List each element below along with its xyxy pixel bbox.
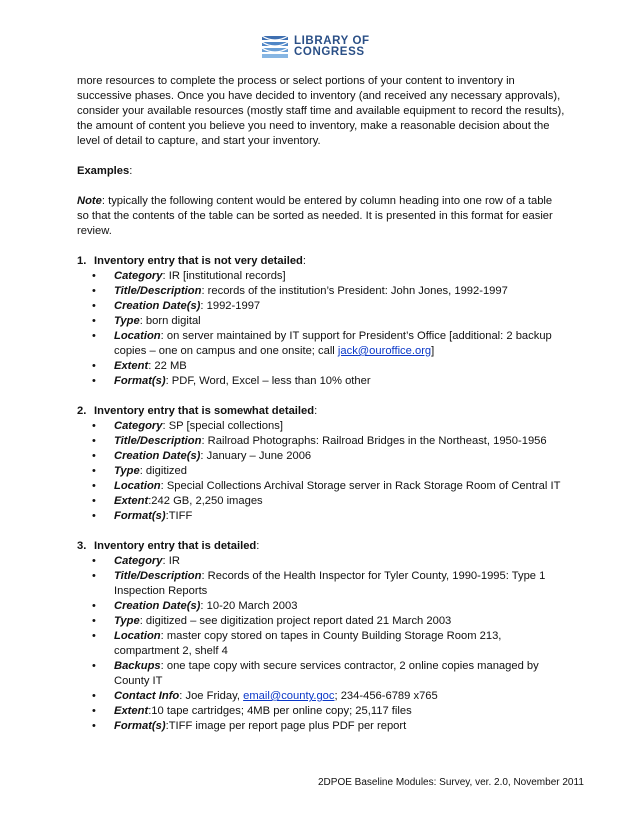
- item-label: Title/Description: [114, 435, 202, 447]
- list-item: [77, 599, 567, 614]
- section-title: Inventory entry that is somewhat detailed: [94, 405, 315, 417]
- item-text: : one tape copy with secure services contractor, 2 online copies managed by County IT: [114, 660, 539, 687]
- item-label: Extent: [114, 360, 149, 372]
- list-item: [77, 374, 567, 389]
- section-items: [77, 419, 567, 524]
- list-item: [77, 494, 567, 509]
- item-text: : master copy stored on tapes in County Building Storage Room 213, compartment 2, shelf 4: [114, 630, 502, 657]
- item-label: Type: [114, 465, 140, 477]
- item-label: Format(s): [114, 510, 166, 522]
- item-label: Extent: [114, 705, 149, 717]
- library-of-congress-logo: [262, 34, 370, 60]
- item-text: : 10-20 March 2003: [200, 600, 298, 612]
- section-1: [77, 254, 567, 404]
- inventory-examples-list: [77, 254, 567, 734]
- item-label: Type: [114, 615, 140, 627]
- item-text: : on server maintained by IT support for President’s Office [additional: 2 backup copies – one on campus and one onsite; call: [114, 330, 552, 357]
- item-text: : PDF, Word, Excel – less than 10% other: [165, 375, 371, 387]
- item-text: : SP [special collections]: [162, 420, 283, 432]
- item-text: : Special Collections Archival Storage server in Rack Storage Room of Central IT: [160, 480, 561, 492]
- list-item: [77, 449, 567, 464]
- list-item: [77, 434, 567, 449]
- list-item: [77, 314, 567, 329]
- item-label: Extent: [114, 495, 149, 507]
- examples-heading: Examples:: [77, 165, 133, 177]
- item-text: : records of the institution’s President: John Jones, 1992-1997: [201, 285, 508, 297]
- page-footer: 2DPOE Baseline Modules: Survey, ver. 2.0, November 2011: [318, 777, 584, 788]
- item-label: Title/Description: [114, 570, 202, 582]
- item-text: :TIFF image per report page plus PDF per report: [165, 720, 407, 732]
- list-item: [77, 269, 567, 284]
- item-text: : Railroad Photographs: Railroad Bridges in the Northeast, 1950-1956: [201, 435, 547, 447]
- note-paragraph: [77, 194, 567, 239]
- list-item: [77, 689, 567, 704]
- list-item: [77, 419, 567, 434]
- item-label: Location: [114, 630, 161, 642]
- list-item: [77, 509, 567, 524]
- item-label: Category: [114, 270, 163, 282]
- list-item: [77, 659, 567, 689]
- list-item: [77, 329, 567, 359]
- item-text: : digitized: [139, 465, 187, 477]
- section-heading: 3. Inventory entry that is detailed:: [77, 540, 260, 552]
- section-3: [77, 539, 567, 734]
- document-body: [77, 74, 567, 734]
- list-item: [77, 719, 567, 734]
- section-items: [77, 554, 567, 734]
- list-item: [77, 629, 567, 659]
- section-title: Inventory entry that is not very detailed: [94, 255, 303, 267]
- examples-label: Examples: [77, 165, 130, 177]
- item-label: Creation Date(s): [114, 300, 201, 312]
- item-text: : Joe Friday,: [179, 690, 244, 702]
- section-2: [77, 404, 567, 539]
- item-text: : 22 MB: [148, 360, 187, 372]
- item-text: : January – June 2006: [200, 450, 312, 462]
- intro-paragraph: more resources to complete the process or select portions of your content to inventory in successive phases. Once you have decided to inventory (and received any necessary approvals), consider your available resources (mostly staff time and available equipment to record the results), the amount of content you believe you need to inventory, make a reasonable decision about the level of detail to capture, and start your inventory.: [77, 75, 565, 147]
- note-text: : typically the following content would be entered by column heading into one row of a table so that the contents of the table can be sorted as needed. It is presented in this format for easier review.: [77, 195, 553, 237]
- item-text: : Records of the Health Inspector for Tyler County, 1990-1995: Type 1 Inspection Reports: [114, 570, 546, 597]
- item-text: : IR [institutional records]: [162, 270, 286, 282]
- section-number: 3.: [77, 540, 87, 552]
- list-item: [77, 704, 567, 719]
- logo-line-1: LIBRARY OF: [294, 35, 370, 47]
- item-label: Creation Date(s): [114, 450, 201, 462]
- item-label: Category: [114, 420, 163, 432]
- item-label: Location: [114, 330, 161, 342]
- email-link[interactable]: email@county.goc: [243, 690, 335, 702]
- list-item: [77, 359, 567, 374]
- list-item: [77, 299, 567, 314]
- list-item: [77, 479, 567, 494]
- section-title: Inventory entry that is detailed: [94, 540, 257, 552]
- item-text: : 1992-1997: [200, 300, 261, 312]
- list-item: [77, 569, 567, 599]
- section-items: [77, 269, 567, 389]
- section-number: 1.: [77, 255, 87, 267]
- item-text: : IR: [162, 555, 180, 567]
- list-item: [77, 464, 567, 479]
- item-text-after: ]: [431, 345, 435, 357]
- item-text: : digitized – see digitization project report dated 21 March 2003: [139, 615, 452, 627]
- item-text: :TIFF: [165, 510, 193, 522]
- item-label: Creation Date(s): [114, 600, 201, 612]
- item-label: Category: [114, 555, 163, 567]
- note-label: Note: [77, 195, 102, 207]
- item-text: : born digital: [139, 315, 201, 327]
- item-text-after: ; 234-456-6789 x765: [334, 690, 438, 702]
- item-label: Format(s): [114, 375, 166, 387]
- list-item: [77, 554, 567, 569]
- item-label: Backups: [114, 660, 161, 672]
- email-link[interactable]: jack@ouroffice.org: [337, 345, 432, 357]
- library-of-congress-logo-icon: [262, 34, 288, 60]
- section-number: 2.: [77, 405, 87, 417]
- item-label: Type: [114, 315, 140, 327]
- item-text: :10 tape cartridges; 4MB per online copy; 25,117 files: [148, 705, 412, 717]
- section-heading: 2. Inventory entry that is somewhat detailed:: [77, 405, 318, 417]
- item-text: :242 GB, 2,250 images: [148, 495, 263, 507]
- logo-line-2: CONGRESS: [294, 46, 365, 58]
- list-item: [77, 614, 567, 629]
- item-label: Format(s): [114, 720, 166, 732]
- list-item: [77, 284, 567, 299]
- item-label: Title/Description: [114, 285, 202, 297]
- item-label: Contact Info: [114, 690, 180, 702]
- section-heading: 1. Inventory entry that is not very detailed:: [77, 255, 306, 267]
- logo-wordmark: [294, 36, 370, 58]
- item-label: Location: [114, 480, 161, 492]
